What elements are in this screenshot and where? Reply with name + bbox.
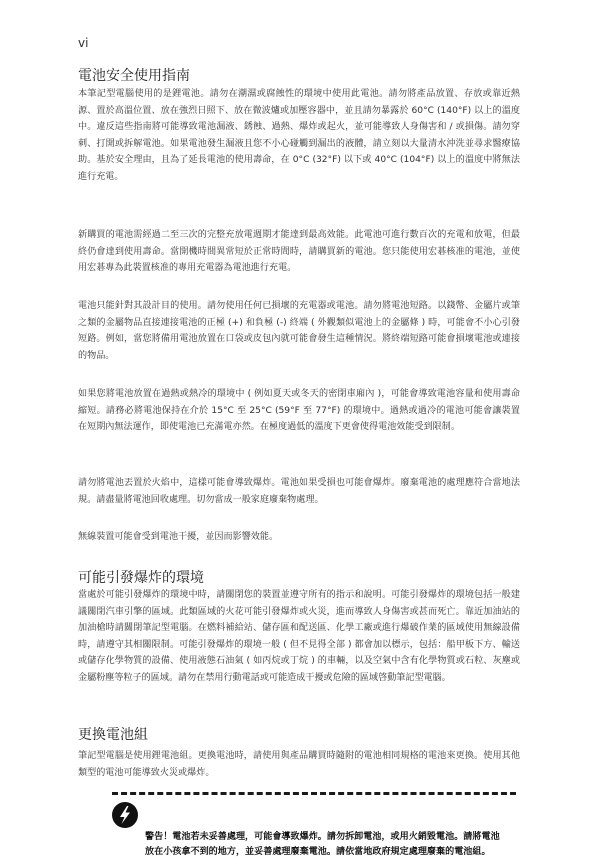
warning-text: 警告！電池若未妥善處理，可能會導致爆炸。請勿拆卸電池，或用火銷毀電池。請將電池放在小孩拿不到的地方，並妥善處理廢棄電池。請依當地政府規定處理廢棄的電池組。 xyxy=(145,832,500,858)
divider xyxy=(112,792,516,795)
paragraph: 本筆記型電腦使用的是鋰電池。請勿在潮濕或腐蝕性的環境中使用此電池。請勿將產品放置、存放或靠近熱源、置於高溫位置、放在強烈日照下、放在微波爐或加壓容器中，並且請勿暴露於 60°C (140°F) 以上的溫度中。違反這些指南將可能導致電池漏液、銹蝕、過熱、爆炸或起火，並可能導致人身傷害和 / 或損傷。請勿穿刺、打開或拆解電池。如果電池發生漏液且您不小心碰觸到漏出的液體，請立刻以大量清水沖洗並尋求醫療協助。基於安全理由，且為了延長電池的使用壽命，在 0°C (32°F) 以下或 40°C (104°F) 以上的溫度中將無法進行充電。 xyxy=(78,89,520,182)
paragraph: 電池只能針對其設計目的使用。請勿使用任何已損壞的充電器或電池。請勿將電池短路。以錢幣、金屬片或筆之類的金屬物品直接連接電池的正極 (+) 和負極 (-) 終端 ( 外觀類似電池上的金屬條 ) 時，可能會不小心引發短路。例如，當您將備用電池放置在口袋或皮包內就可能會發生這種情況。將終端短路可能會損壞電池或連接的物品。 xyxy=(78,301,520,361)
paragraph: 筆記型電腦是使用鋰電池組。更換電池時，請使用與產品購買時隨附的電池相同規格的電池來更換。使用其他類型的電池可能導致火災或爆炸。 xyxy=(78,751,520,778)
lightning-bolt-icon xyxy=(112,802,138,828)
paragraph: 新購買的電池需經過二至三次的完整充放電週期才能達到最高效能。此電池可進行數百次的充電和放電，但最終仍會達到使用壽命。當開機時間異常短於正常時間時，請購買新的電池。您只能使用宏碁核准的電池，並使用宏碁專為此裝置核准的專用充電器為電池進行充電。 xyxy=(78,230,520,274)
paragraph: 當處於可能引發爆炸的環境中時，請關閉您的裝置並遵守所有的指示和說明。可能引發爆炸的環境包括一般建議關閉汽車引擎的區域。此類區域的火花可能引發爆炸或火災，進而導致人身傷害或甚而死亡。靠近加油站的加油槍時請關閉筆記型電腦。在燃料補給站、儲存區和配送區、化學工廠或進行爆破作業的區域使用無線設備時，請遵守其相關限制。可能引發爆炸的環境一般 ( 但不見得全部 ) 都會加以標示，包括：船甲板下方、輸送或儲存化學物質的設備、使用液態石油氣 ( 如丙烷或丁烷 ) 的車輛，以及空氣中含有化學物質或石粒、灰塵或金屬粉塵等粒子的區域。請勿在禁用行動電話或可能造成干擾或危險的區域啓動筆記型電腦。 xyxy=(78,590,520,683)
section-title-battery-safety: 電池安全使用指南 xyxy=(78,68,190,84)
section-title-replace-battery: 更換電池組 xyxy=(78,727,148,743)
paragraph: 如果您將電池放置在過熱或熱冷的環境中 ( 例如夏天或冬天的密閉車廂內 )，可能會導致電池容量和使用壽命縮短。請務必將電池保持在介於 15°C 至 25°C (59°F 至 77°F) 的環境中。過熱或過冷的電池可能會讓裝置在短期內無法運作，即使電池已充滿電亦然。在極度過低的溫度下更會使得電池效能受到限制。 xyxy=(78,389,520,433)
paragraph: 無線裝置可能會受到電池干擾，並因而影響效能。 xyxy=(78,532,279,542)
paragraph: 請勿將電池丟置於火焰中，這樣可能會導致爆炸。電池如果受損也可能會爆炸。廢棄電池的處理應符合當地法規。請盡量將電池回收處理。切勿當成一般家庭廢棄物處理。 xyxy=(78,478,520,505)
section-title-explosive-environments: 可能引發爆炸的環境 xyxy=(78,570,204,586)
page-number: vi xyxy=(78,36,89,50)
